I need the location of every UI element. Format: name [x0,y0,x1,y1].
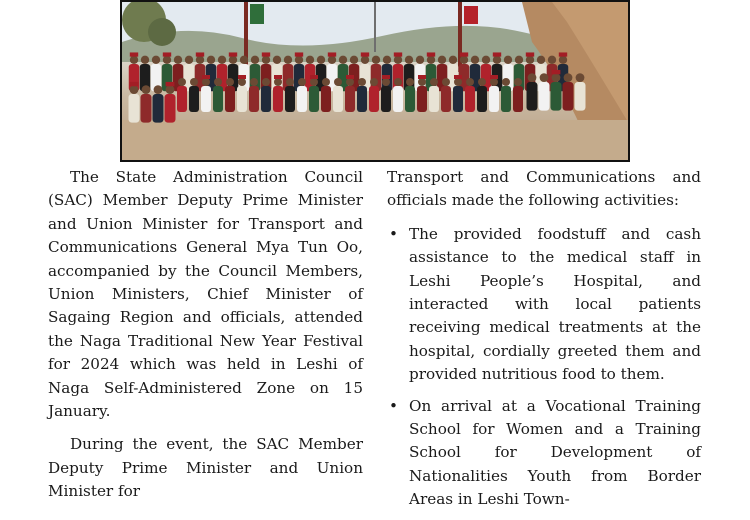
list-item: • On arrival at a Vocational Training School for Women and a Training School for Development of Nationalities Youth from Border Areas in Leshi Town- [387,395,701,512]
people-group [129,52,586,122]
article-left-column [48,166,363,514]
paragraph-continued: Transport and Communications and officials made the following activities: [387,168,701,210]
article-right-column [387,166,701,520]
activity-list [387,223,701,512]
group-photo-scene [122,2,628,160]
paragraph-1: The State Administration Council (SAC) Member Deputy Prime Minister and Union Minister for Transport and Communications General Mya Tun Oo, accompanied by the Council Members, Union Ministers, Chief Minister of Sagaing Region and officials, attended the Naga Traditional New Year Festival for 2024 which was held in Leshi of Naga Self-Administered Zone on 15 January. [48,168,363,421]
paragraph-2: During the event, the SAC Member Deputy Prime Minister and Union Minister for [48,435,363,501]
group-photo [120,0,630,162]
list-item: • The provided foodstuff and cash assistance to the medical staff in Leshi People’s Hospital, and interacted with local patients receiving medical treatments at the hospital, cordially greeted them and provided nutritious food to them. [387,223,701,387]
